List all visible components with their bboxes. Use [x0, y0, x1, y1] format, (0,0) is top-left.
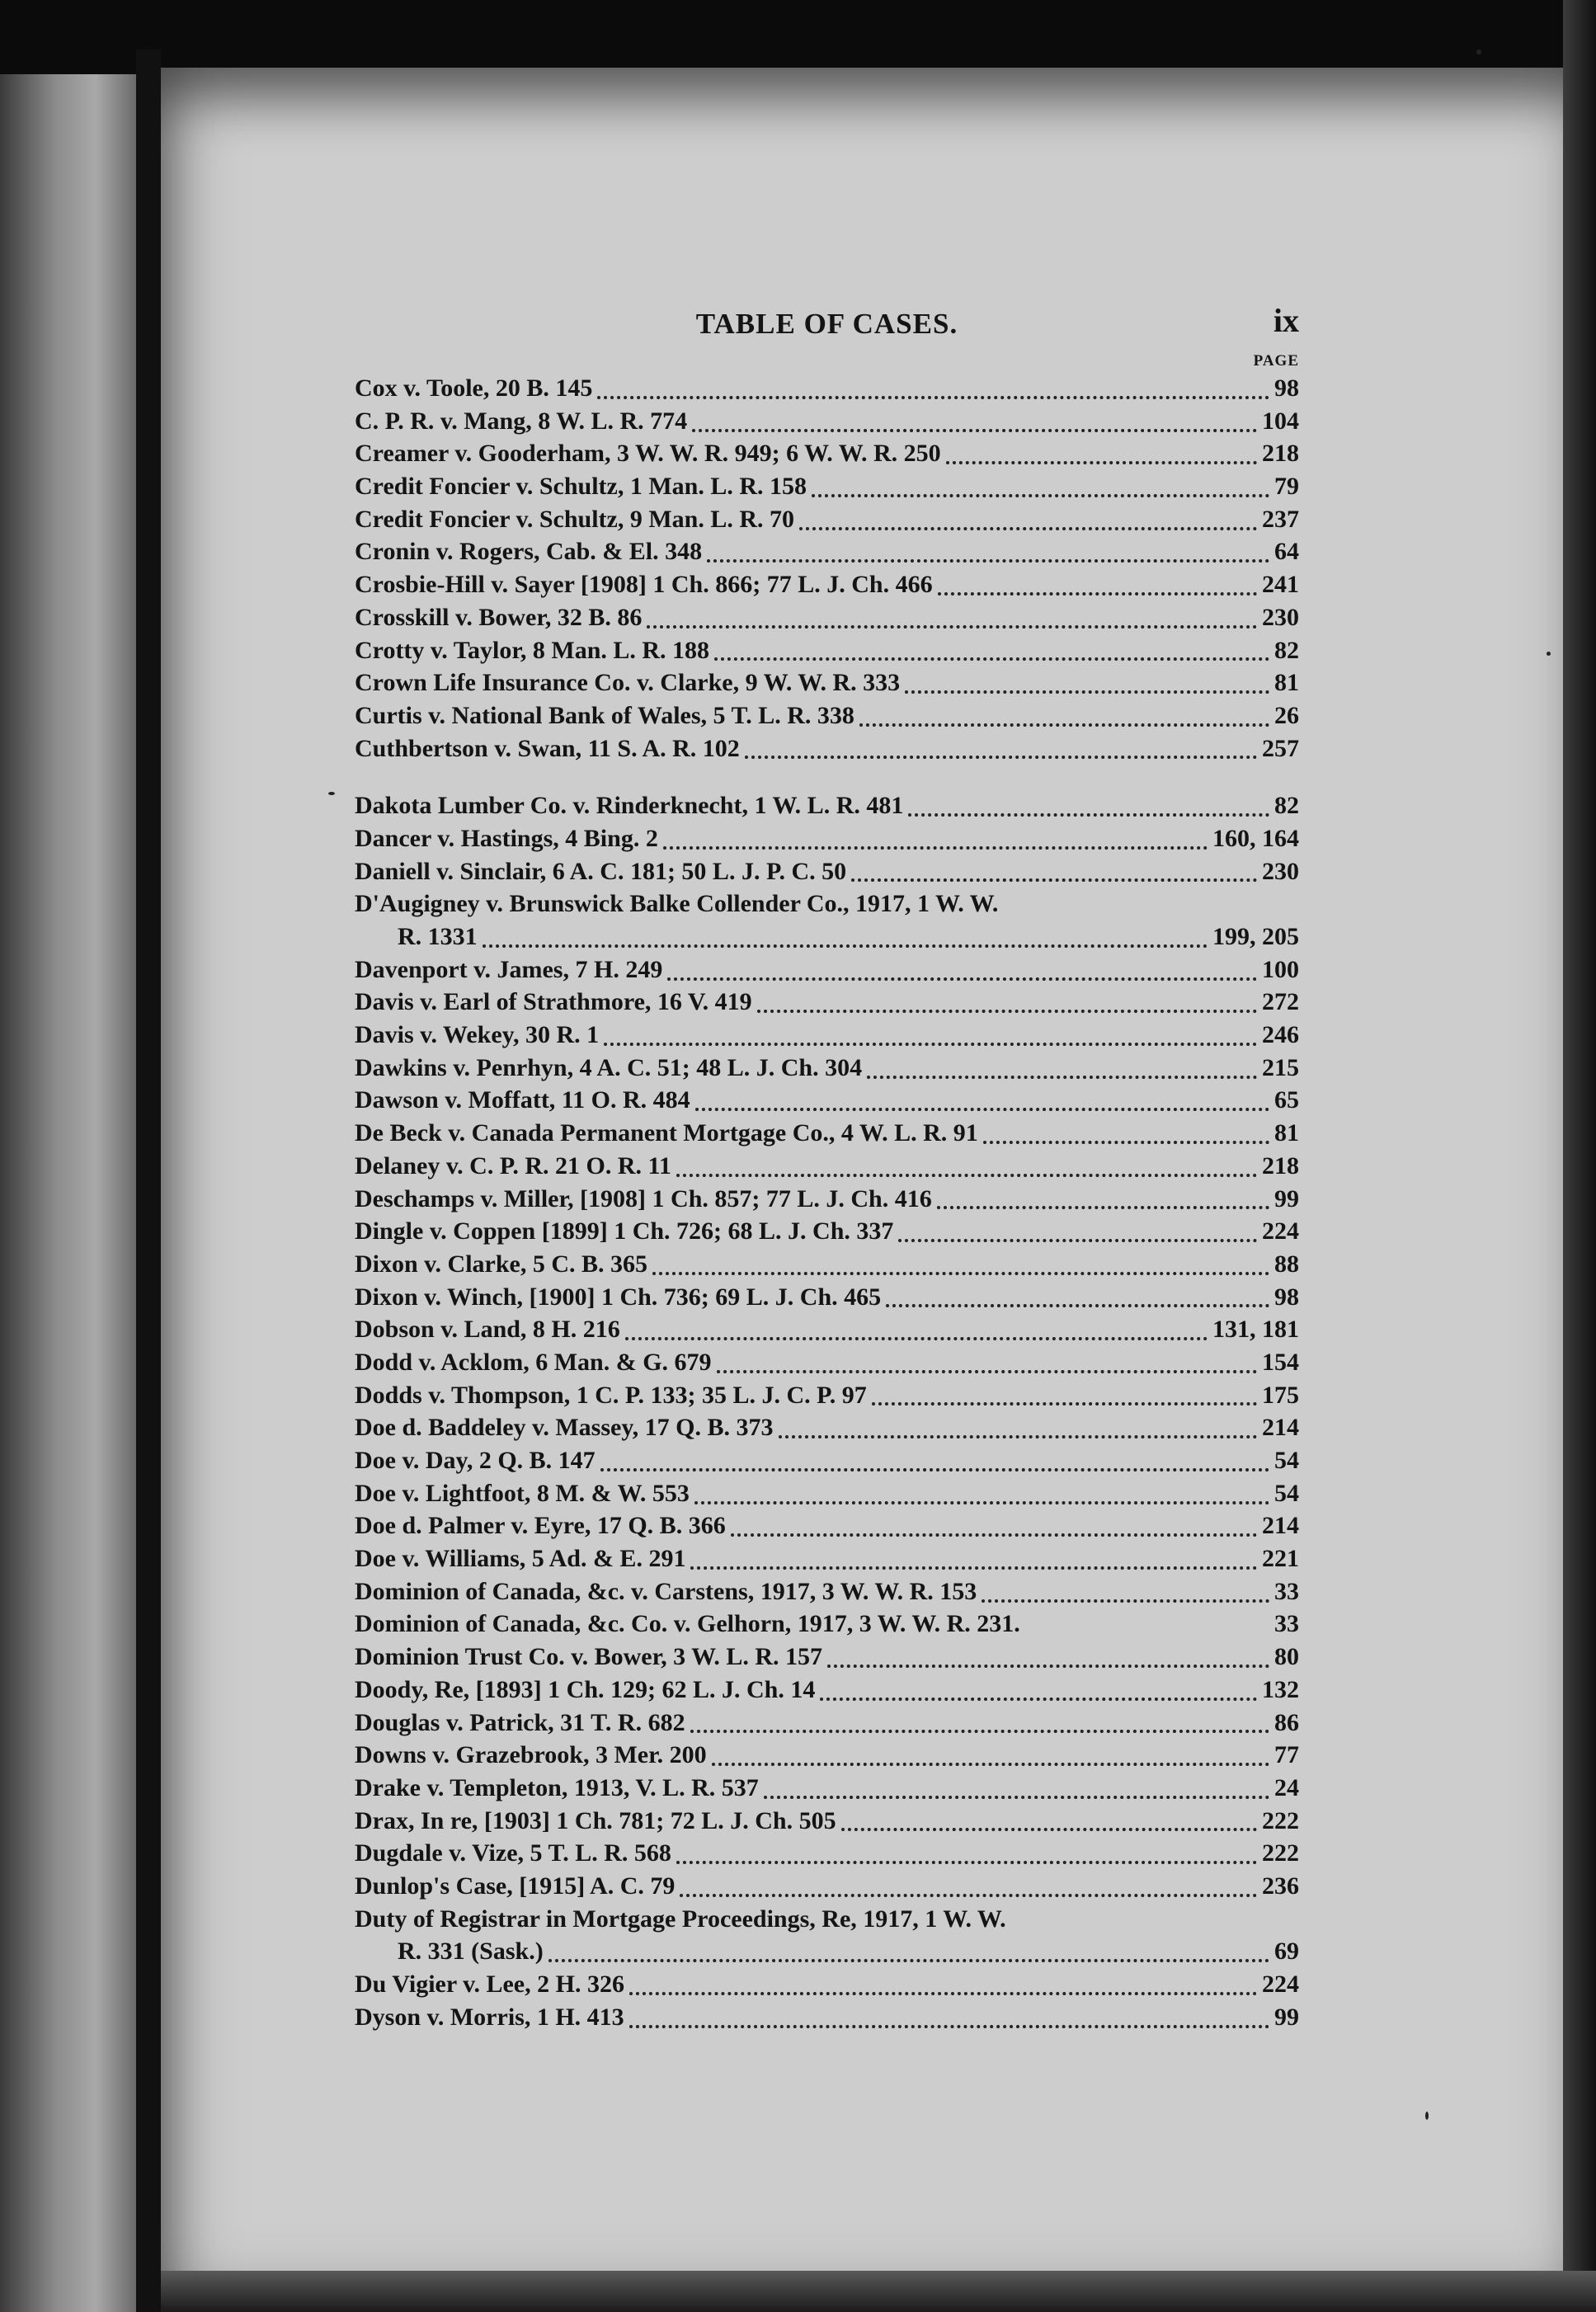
dot-leader: [629, 1992, 1257, 1995]
dot-leader: [600, 1468, 1269, 1471]
dot-leader: [905, 690, 1269, 694]
case-page: 131, 181: [1212, 1316, 1299, 1344]
case-citation: Crown Life Insurance Co. v. Clarke, 9 W. W. R. 333: [355, 669, 901, 697]
case-list: [355, 374, 1299, 2036]
dot-leader: [820, 1698, 1257, 1701]
dot-leader: [712, 1763, 1269, 1766]
case-citation: Dodd v. Acklom, 6 Man. & G. 679: [355, 1348, 712, 1376]
case-entry: [355, 506, 1299, 539]
dot-leader: [548, 1959, 1269, 1962]
case-citation: Doody, Re, [1893] 1 Ch. 129; 62 L. J. Ch. 14: [355, 1675, 816, 1703]
dot-leader: [983, 1141, 1269, 1144]
case-citation: Davis v. Earl of Strathmore, 16 V. 419: [355, 988, 752, 1016]
dot-leader: [872, 1402, 1257, 1406]
dot-leader: [717, 1370, 1257, 1373]
scan-right-edge: [1563, 0, 1596, 2312]
scan-speck: [1476, 49, 1481, 54]
case-entry: [355, 858, 1299, 891]
case-citation: Cuthbertson v. Swan, 11 S. A. R. 102: [355, 734, 740, 762]
case-page: 257: [1262, 734, 1299, 762]
case-page: 230: [1262, 603, 1299, 631]
case-page: 221: [1262, 1545, 1299, 1573]
case-citation: Deschamps v. Miller, [1908] 1 Ch. 857; 77 L. J. Ch. 416: [355, 1184, 932, 1213]
case-page: 88: [1274, 1250, 1299, 1278]
case-page: 154: [1262, 1348, 1299, 1376]
case-page: 86: [1274, 1708, 1299, 1736]
case-citation: Credit Foncier v. Schultz, 1 Man. L. R. 158: [355, 473, 807, 501]
case-citation: Doe v. Day, 2 Q. B. 147: [355, 1447, 596, 1474]
case-page: 77: [1274, 1741, 1299, 1769]
scan-speck: [1547, 652, 1551, 656]
case-entry: [355, 1545, 1299, 1578]
case-page: 98: [1274, 374, 1299, 402]
case-page: 237: [1262, 505, 1299, 533]
case-entry: [355, 440, 1299, 473]
case-page: 82: [1274, 792, 1299, 820]
case-entry: [355, 1971, 1299, 2004]
dot-leader: [676, 1861, 1257, 1864]
case-citation: Dunlop's Case, [1915] A. C. 79: [355, 1872, 676, 1900]
case-entry: [355, 1283, 1299, 1316]
dot-leader: [841, 1828, 1257, 1831]
case-entry: [355, 825, 1299, 858]
case-citation: Cox v. Toole, 20 B. 145: [355, 374, 593, 402]
case-page: 64: [1274, 538, 1299, 566]
scan-speck: [1425, 2112, 1429, 2120]
case-entry: [355, 988, 1299, 1021]
case-page: 199, 205: [1212, 923, 1299, 950]
case-page: 24: [1274, 1773, 1299, 1801]
case-citation: Dominion of Canada, &c. Co. v. Gelhorn, 1917, 3 W. W. R. 231.: [355, 1610, 1020, 1638]
case-entry: [355, 1807, 1299, 1840]
case-entry: [355, 890, 1299, 923]
case-citation: Douglas v. Patrick, 31 T. R. 682: [355, 1708, 685, 1736]
case-page: 54: [1274, 1479, 1299, 1507]
dot-leader: [707, 559, 1269, 563]
case-citation: C. P. R. v. Mang, 8 W. L. R. 774: [355, 407, 688, 435]
case-entry: [355, 1152, 1299, 1185]
case-page: 246: [1262, 1021, 1299, 1049]
case-page: 175: [1262, 1381, 1299, 1409]
case-entry: [355, 1250, 1299, 1283]
case-page: 236: [1262, 1872, 1299, 1900]
case-citation: Crosskill v. Bower, 32 B. 86: [355, 603, 643, 631]
dot-leader: [647, 625, 1257, 629]
case-citation: Delaney v. C. P. R. 21 O. R. 11: [355, 1151, 671, 1180]
case-entry: [355, 669, 1299, 702]
case-page: 132: [1262, 1675, 1299, 1703]
page-number: ix: [1273, 302, 1299, 339]
case-citation: Daniell v. Sinclair, 6 A. C. 181; 50 L. J. P. C. 50: [355, 857, 847, 885]
case-page: 33: [1274, 1610, 1299, 1638]
case-entry: [355, 1217, 1299, 1250]
case-citation: Dixon v. Clarke, 5 C. B. 365: [355, 1250, 648, 1278]
dot-leader: [663, 846, 1208, 850]
case-citation: R. 1331: [398, 923, 478, 950]
case-entry: [355, 1774, 1299, 1807]
case-entry: [355, 1480, 1299, 1513]
case-entry: [355, 1447, 1299, 1480]
case-page: 218: [1262, 440, 1299, 468]
case-entry: [355, 1382, 1299, 1415]
case-page: 215: [1262, 1053, 1299, 1081]
case-entry: [355, 538, 1299, 571]
case-entry: [355, 473, 1299, 506]
case-citation: Doe v. Williams, 5 Ad. & E. 291: [355, 1545, 686, 1573]
case-page: 81: [1274, 1119, 1299, 1147]
case-citation: Dobson v. Land, 8 H. 216: [355, 1316, 620, 1344]
case-page: 160, 164: [1212, 824, 1299, 852]
case-page: 98: [1274, 1283, 1299, 1311]
case-page: 79: [1274, 473, 1299, 501]
case-entry: [355, 604, 1299, 637]
case-citation: Dominion of Canada, &c. v. Carstens, 1917, 3 W. W. R. 153: [355, 1577, 977, 1605]
case-entry: [355, 1676, 1299, 1709]
page-column-label: PAGE: [1253, 352, 1299, 370]
case-citation: Dakota Lumber Co. v. Rinderknecht, 1 W. L. R. 481: [355, 792, 904, 820]
case-entry: [355, 702, 1299, 735]
dot-leader: [690, 1566, 1257, 1570]
case-page: 82: [1274, 636, 1299, 664]
dot-leader: [851, 878, 1257, 882]
case-page: 241: [1262, 571, 1299, 599]
dot-leader: [982, 1599, 1269, 1603]
running-title: TABLE OF CASES.: [695, 308, 958, 340]
dot-leader: [779, 1435, 1257, 1439]
dot-leader: [757, 1010, 1257, 1013]
dot-leader: [604, 1043, 1257, 1046]
dot-leader: [859, 723, 1269, 727]
case-citation: D'Augigney v. Brunswick Balke Collender Co., 1917, 1 W. W.: [355, 890, 999, 918]
case-citation: Duty of Registrar in Mortgage Proceedings, Re, 1917, 1 W. W.: [355, 1905, 1006, 1933]
case-entry: [355, 1185, 1299, 1218]
dot-leader: [745, 756, 1257, 759]
case-page: 230: [1262, 857, 1299, 885]
case-entry: [355, 637, 1299, 670]
dot-leader: [652, 1272, 1269, 1275]
case-page: 104: [1262, 407, 1299, 435]
dot-leader: [680, 1894, 1257, 1897]
case-entry: [355, 792, 1299, 825]
case-citation: Drake v. Templeton, 1913, V. L. R. 537: [355, 1773, 759, 1801]
case-entry: [355, 1349, 1299, 1382]
case-citation: Dodds v. Thompson, 1 C. P. 133; 35 L. J. C. P. 97: [355, 1381, 867, 1409]
dot-leader: [731, 1533, 1257, 1537]
case-citation: Creamer v. Gooderham, 3 W. W. R. 949; 6 W. W. R. 250: [355, 440, 941, 468]
case-page: 214: [1262, 1512, 1299, 1540]
case-page: 54: [1274, 1447, 1299, 1474]
dot-leader: [827, 1665, 1269, 1668]
case-entry-continuation: [355, 1938, 1299, 1971]
scan-bottom-edge: [161, 2271, 1596, 2312]
case-entry: [355, 1512, 1299, 1545]
case-citation: Dixon v. Winch, [1900] 1 Ch. 736; 69 L. J. Ch. 465: [355, 1283, 882, 1311]
dot-leader: [667, 977, 1257, 981]
case-page: 69: [1274, 1938, 1299, 1966]
case-citation: Credit Foncier v. Schultz, 9 Man. L. R. 70: [355, 505, 795, 533]
case-entry: [355, 1119, 1299, 1152]
case-page: 272: [1262, 988, 1299, 1016]
case-citation: Dancer v. Hastings, 4 Bing. 2: [355, 824, 658, 852]
case-entry: [355, 1872, 1299, 1905]
case-citation: Davis v. Wekey, 30 R. 1: [355, 1021, 600, 1049]
case-entry: [355, 1905, 1299, 1938]
dot-leader: [946, 461, 1257, 464]
case-citation: Dawson v. Moffatt, 11 O. R. 484: [355, 1086, 690, 1114]
dot-leader: [629, 2025, 1269, 2028]
case-page: 224: [1262, 1971, 1299, 1998]
case-page: 81: [1274, 669, 1299, 697]
dot-leader: [867, 1076, 1257, 1079]
dot-leader: [694, 1501, 1269, 1504]
case-entry: [355, 1643, 1299, 1676]
case-page: 222: [1262, 1839, 1299, 1867]
case-citation: Dominion Trust Co. v. Bower, 3 W. L. R. 157: [355, 1643, 823, 1671]
case-entry: [355, 1086, 1299, 1119]
case-citation: Davenport v. James, 7 H. 249: [355, 955, 663, 983]
book-spine: [136, 49, 161, 2312]
case-entry: [355, 2004, 1299, 2037]
case-page: 224: [1262, 1217, 1299, 1245]
case-entry: [355, 956, 1299, 989]
dot-leader: [676, 1174, 1257, 1177]
dot-leader: [692, 429, 1257, 432]
dot-leader: [938, 592, 1257, 596]
dot-leader: [695, 1108, 1269, 1111]
case-citation: Cronin v. Rogers, Cab. & El. 348: [355, 538, 703, 566]
case-entry: [355, 1741, 1299, 1774]
dot-leader: [799, 527, 1257, 530]
case-page: 218: [1262, 1151, 1299, 1180]
facing-page-edge: [0, 74, 136, 2312]
case-citation: Curtis v. National Bank of Wales, 5 T. L. R. 338: [355, 701, 854, 729]
case-citation: Doe d. Baddeley v. Massey, 17 Q. B. 373: [355, 1414, 774, 1442]
case-entry: [355, 571, 1299, 604]
case-entry: [355, 374, 1299, 407]
dot-leader: [714, 657, 1269, 661]
dot-leader: [764, 1796, 1269, 1799]
case-entry: [355, 407, 1299, 440]
dot-leader: [625, 1337, 1208, 1340]
dot-leader: [937, 1206, 1269, 1209]
dot-leader: [597, 396, 1269, 399]
case-citation: Du Vigier v. Lee, 2 H. 326: [355, 1971, 624, 1998]
dot-leader: [690, 1730, 1269, 1733]
case-page: 33: [1274, 1577, 1299, 1605]
case-citation: Dingle v. Coppen [1899] 1 Ch. 726; 68 L. J. Ch. 337: [355, 1217, 894, 1245]
case-entry: [355, 1316, 1299, 1349]
case-entry: [355, 1610, 1299, 1643]
case-page: 26: [1274, 701, 1299, 729]
dot-leader: [483, 944, 1208, 948]
case-page: 99: [1274, 1184, 1299, 1213]
dot-leader: [908, 813, 1269, 817]
case-page: 214: [1262, 1414, 1299, 1442]
case-citation: R. 331 (Sask.): [398, 1938, 544, 1966]
case-entry: [355, 735, 1299, 768]
dot-leader: [898, 1239, 1257, 1242]
case-citation: Doe d. Palmer v. Eyre, 17 Q. B. 366: [355, 1512, 726, 1540]
case-entry: [355, 1709, 1299, 1742]
case-page: 100: [1262, 955, 1299, 983]
page-header: [355, 301, 1299, 342]
dot-leader: [886, 1304, 1269, 1307]
case-page: 65: [1274, 1086, 1299, 1114]
case-entry: [355, 1021, 1299, 1054]
case-entry: [355, 1839, 1299, 1872]
dot-leader: [812, 494, 1269, 497]
case-page: 80: [1274, 1643, 1299, 1671]
case-citation: Dawkins v. Penrhyn, 4 A. C. 51; 48 L. J. Ch. 304: [355, 1053, 863, 1081]
case-citation: Crosbie-Hill v. Sayer [1908] 1 Ch. 866; 77 L. J. Ch. 466: [355, 571, 933, 599]
case-citation: Downs v. Grazebrook, 3 Mer. 200: [355, 1741, 707, 1769]
case-page: 222: [1262, 1806, 1299, 1834]
case-page: 99: [1274, 2003, 1299, 2031]
scan-speck: [328, 792, 335, 795]
case-citation: Dyson v. Morris, 1 H. 413: [355, 2003, 624, 2031]
case-citation: Dugdale v. Vize, 5 T. L. R. 568: [355, 1839, 671, 1867]
case-entry: [355, 1578, 1299, 1611]
case-citation: Crotty v. Taylor, 8 Man. L. R. 188: [355, 636, 710, 664]
case-entry: [355, 1414, 1299, 1447]
case-entry-continuation: [355, 923, 1299, 956]
case-citation: De Beck v. Canada Permanent Mortgage Co., 4 W. L. R. 91: [355, 1119, 978, 1147]
case-entry: [355, 1054, 1299, 1087]
case-citation: Doe v. Lightfoot, 8 M. & W. 553: [355, 1479, 690, 1507]
case-citation: Drax, In re, [1903] 1 Ch. 781; 72 L. J. Ch. 505: [355, 1806, 836, 1834]
